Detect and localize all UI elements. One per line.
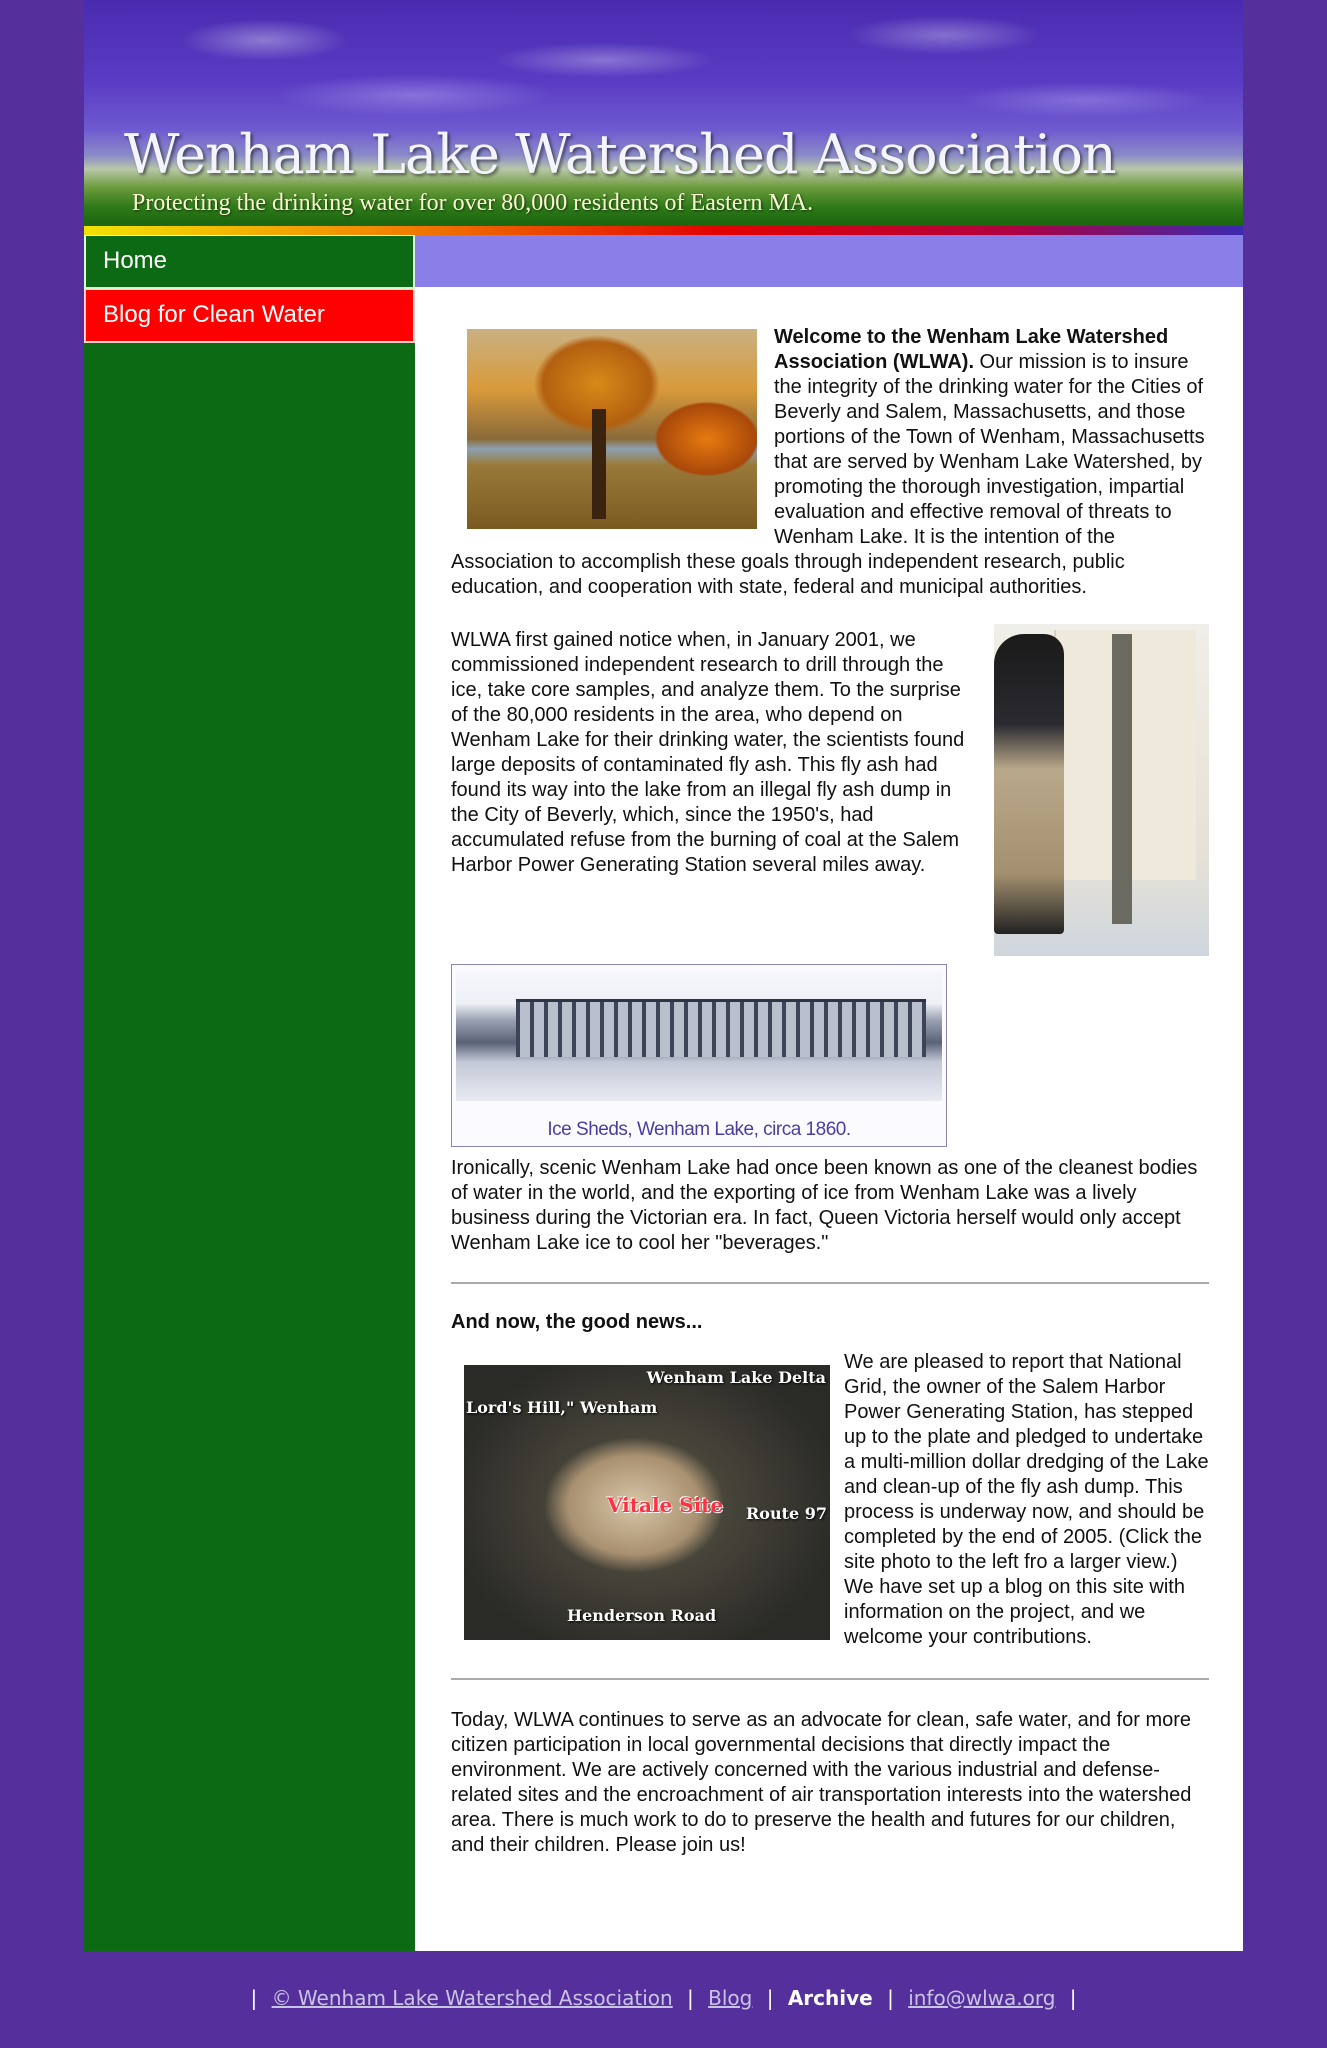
footer bbox=[0, 1986, 1327, 2010]
footer-copyright-link[interactable]: © Wenham Lake Watershed Association bbox=[271, 1986, 673, 2010]
footer-email-link[interactable]: info@wlwa.org bbox=[908, 1986, 1056, 2010]
nav-item-home[interactable]: Home bbox=[84, 235, 415, 289]
header-banner bbox=[84, 0, 1243, 235]
footer-blog-link[interactable]: Blog bbox=[708, 1986, 753, 2010]
footer-separator: | bbox=[687, 1986, 694, 2010]
banner-rainbow-stripe bbox=[84, 226, 1243, 235]
aerial-label-lords-hill: Lord's Hill," Wenham bbox=[466, 1398, 658, 1417]
aerial-label-henderson: Henderson Road bbox=[567, 1606, 717, 1625]
good-news-heading: And now, the good news... bbox=[451, 1311, 703, 1333]
footer-separator: | bbox=[1069, 1986, 1077, 2010]
nav-item-blog[interactable]: Blog for Clean Water bbox=[84, 289, 415, 343]
footer-separator: | bbox=[887, 1986, 894, 2010]
footer-separator: | bbox=[766, 1986, 774, 2010]
intro-text: Our mission is to insure the integrity of the drinking water for the Cities of Beverly and Salem, Massachusetts, and those portions of the Town of Wenham, Massachusetts that are served by Wenham Lake Watershed, by promoting the thorough investigation, impartial evaluation and effective removal of threats to Wenham Lake. It is the intention of the Association to accomplish these goals through independent research, public education, and cooperation with state, federal and municipal authorities. bbox=[451, 351, 1205, 598]
main-content bbox=[415, 287, 1243, 1951]
footer-archive-label: Archive bbox=[787, 1986, 873, 2010]
ice-core-photo bbox=[994, 624, 1209, 956]
icehouse-photo bbox=[456, 971, 942, 1101]
aerial-label-route: Route 97 bbox=[745, 1504, 827, 1523]
advocacy-paragraph: Today, WLWA continues to serve as an advocate for clean, safe water, and for more citizen participation in local governmental decisions that directly impact the environment. We are actively concerned with the various industrial and defense-related sites and the encroachment of air transportation interests into the watershed area. There is much work to do to preserve the health and futures for our children, and their children. Please join us! bbox=[451, 1709, 1192, 1856]
aerial-site-photo[interactable] bbox=[464, 1365, 830, 1640]
divider bbox=[451, 1282, 1209, 1284]
divider bbox=[451, 1678, 1209, 1680]
site-tagline: Protecting the drinking water for over 80,000 residents of Eastern MA. bbox=[132, 190, 814, 216]
icehouse-figure bbox=[451, 964, 947, 1147]
sidebar bbox=[84, 235, 415, 1951]
footer-separator: | bbox=[250, 1986, 258, 2010]
aerial-label-delta: Wenham Lake Delta bbox=[646, 1368, 826, 1387]
intro-bold: Welcome to the Wenham Lake Watershed Association (WLWA). bbox=[774, 326, 1169, 373]
victorian-paragraph: Ironically, scenic Wenham Lake had once been known as one of the cleanest bodies of water in the world, and the exporting of ice from Wenham Lake was a lively business during the Victorian era. In fact, Queen Victoria herself would only accept Wenham Lake ice to cool her "beverages." bbox=[451, 1157, 1198, 1254]
content-top-strip bbox=[415, 235, 1243, 287]
icehouse-caption: Ice Sheds, Wenham Lake, circa 1860. bbox=[547, 1119, 851, 1140]
autumn-tree-photo bbox=[467, 329, 757, 529]
history-paragraph: WLWA first gained notice when, in January 2001, we commissioned independent research to drill through the ice, take core samples, and analyze them. To the surprise of the 80,000 residents in the area, who depend on Wenham Lake for their drinking water, the scientists found large deposits of contaminated fly ash. This fly ash had found its way into the lake from an illegal fly ash dump in the City of Beverly, which, since the 1950's, had accumulated refuse from the burning of coal at the Salem Harbor Power Generating Station several miles away. bbox=[451, 629, 965, 876]
aerial-label-vitale: Vitale Site bbox=[607, 1493, 724, 1517]
good-news-paragraph: We are pleased to report that National Grid, the owner of the Salem Harbor Power Generating Station, has stepped up to the plate and pledged to undertake a multi-million dollar dredging of the Lake and clean-up of the fly ash dump. This process is underway now, and should be completed by the end of 2005. (Click the site photo to the left fro a larger view.) We have set up a blog on this site with information on the project, and we welcome your contributions. bbox=[844, 1351, 1209, 1648]
site-title: Wenham Lake Watershed Association bbox=[124, 123, 1116, 186]
